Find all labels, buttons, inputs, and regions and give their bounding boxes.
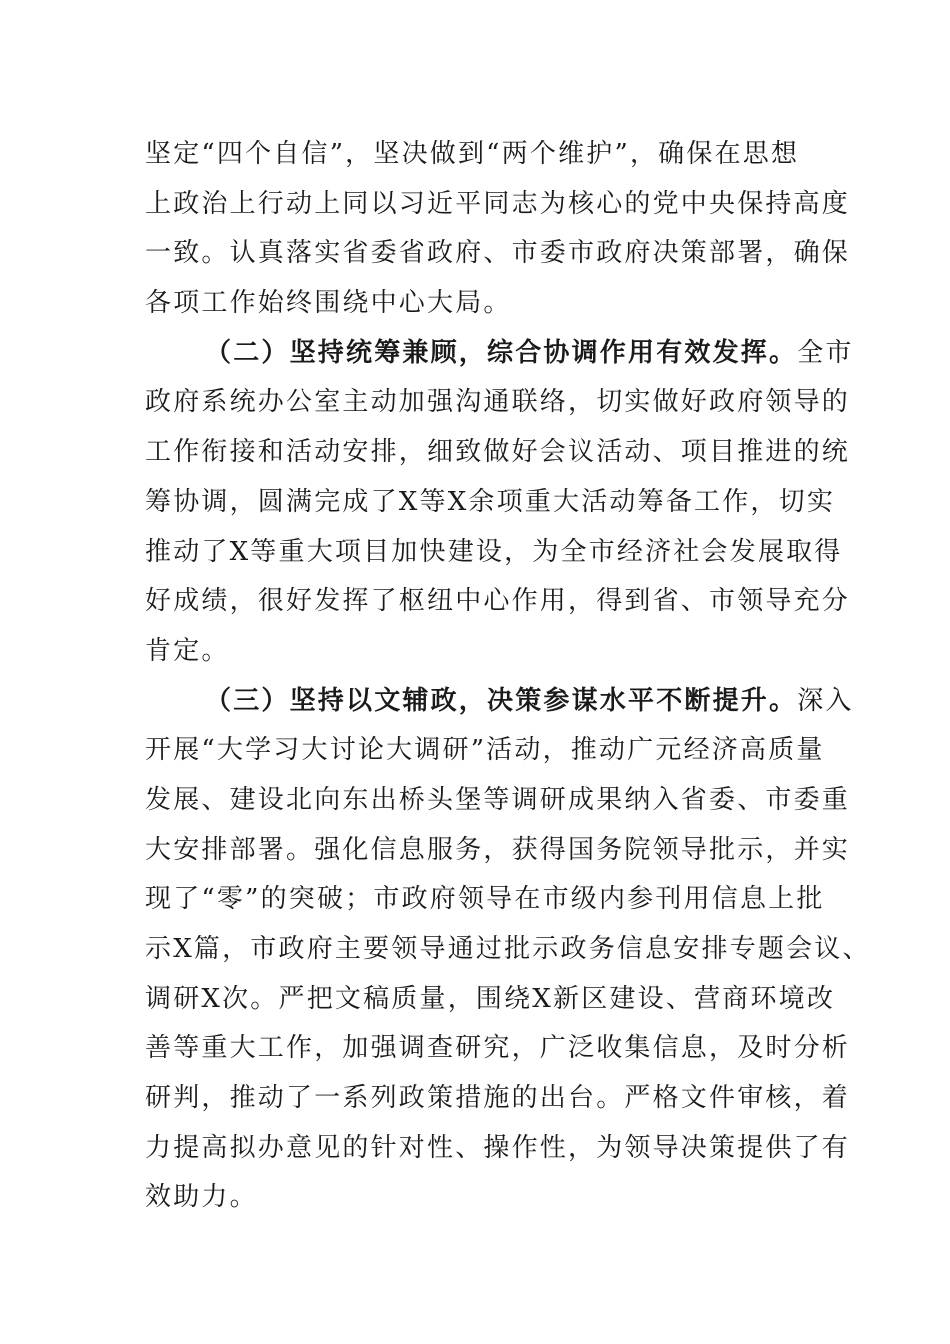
paragraph-line: 筹协调，圆满完成了X等X余项重大活动筹备工作，切实 bbox=[145, 486, 836, 517]
paragraph-line: 政府系统办公室主动加强沟通联络，切实做好政府领导的 bbox=[145, 387, 851, 418]
paragraph-line: 发展、建设北向东出桥头堡等调研成果纳入省委、市委重 bbox=[145, 784, 851, 815]
paragraph-line: 善等重大工作，加强调查研究，广泛收集信息，及时分析 bbox=[145, 1033, 851, 1064]
paragraph-line: 工作衔接和活动安排，细致做好会议活动、项目推进的统 bbox=[145, 437, 851, 468]
paragraph-first-line bbox=[145, 329, 854, 379]
paragraph-3 bbox=[145, 677, 871, 1224]
paragraph-line: 一致。认真落实省委省政府、市委市政府决策部署，确保 bbox=[145, 238, 851, 269]
paragraph-2 bbox=[145, 329, 854, 677]
paragraph-line: 研判，推动了一系列政策措施的出台。严格文件审核，着 bbox=[145, 1083, 851, 1114]
paragraph-line: 推动了X等重大项目加快建设，为全市经济社会发展取得 bbox=[145, 536, 843, 567]
paragraph-first-line bbox=[145, 677, 854, 727]
paragraph-line: 力提高拟办意见的针对性、操作性，为领导决策提供了有 bbox=[145, 1132, 851, 1163]
paragraph-line: 各项工作始终围绕中心大局。 bbox=[145, 288, 512, 319]
paragraph-line: 调研X次。严把文稿质量，围绕X新区建设、营商环境改 bbox=[145, 983, 836, 1014]
paragraph-line: 好成绩，很好发挥了枢纽中心作用，得到省、市领导充分 bbox=[145, 586, 851, 617]
paragraph-line: 示X篇，市政府主要领导通过批示政务信息安排专题会议、 bbox=[145, 934, 871, 964]
paragraph-line: 坚定“四个自信”，坚决做到“两个维护”，确保在思想 bbox=[145, 139, 800, 169]
document-body bbox=[145, 130, 871, 1223]
paragraph-line: 上政治上行动上同以习近平同志为核心的党中央保持高度 bbox=[145, 188, 851, 219]
paragraph-line: 效助力。 bbox=[145, 1182, 258, 1213]
paragraph-line: 肯定。 bbox=[145, 635, 230, 666]
paragraph-line: 开展“大学习大讨论大调研”活动，推动广元经济高质量 bbox=[145, 735, 825, 766]
paragraph-text: 深入 bbox=[797, 685, 854, 716]
paragraph-line: 大安排部署。强化信息服务，获得国务院领导批示，并实 bbox=[145, 834, 851, 865]
section-heading: （三）坚持以文辅政，决策参谋水平不断提升。 bbox=[205, 685, 798, 716]
paragraph-line: 现了“零”的突破；市政府领导在市级内参刊用信息上批 bbox=[145, 884, 825, 915]
paragraph-1 bbox=[145, 130, 851, 329]
paragraph-text: 全市 bbox=[797, 337, 854, 368]
section-heading: （二）坚持统筹兼顾，综合协调作用有效发挥。 bbox=[205, 337, 798, 368]
